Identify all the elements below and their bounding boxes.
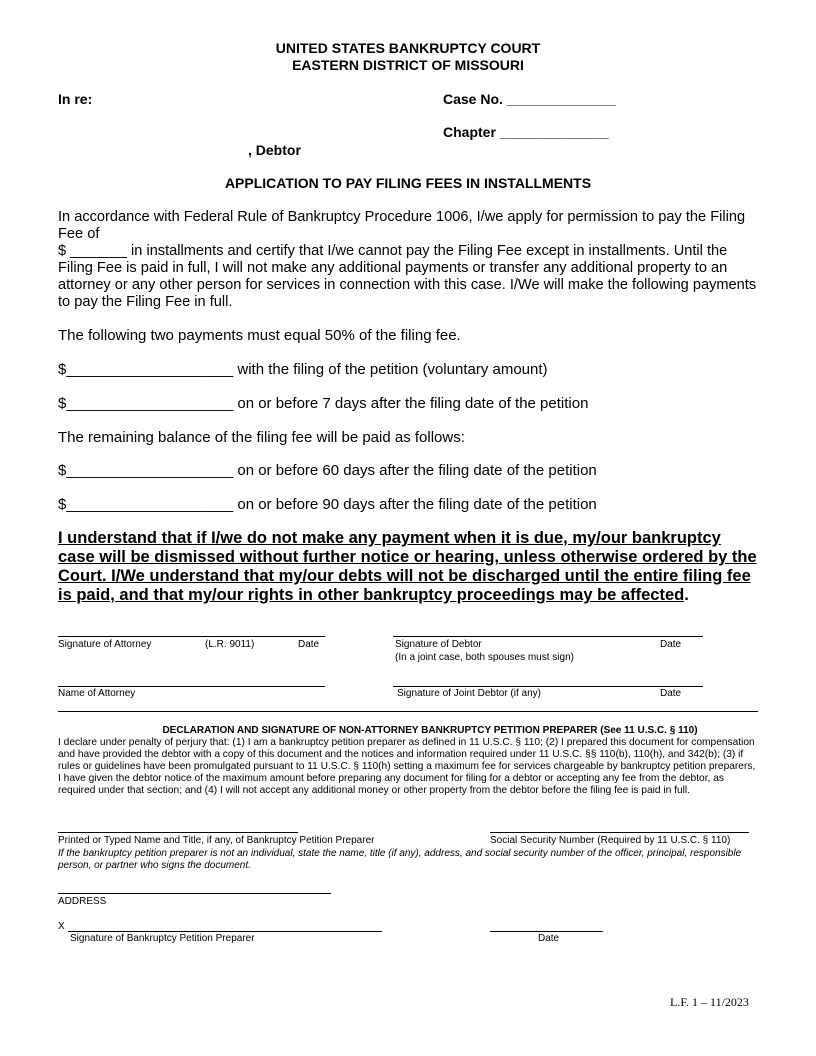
payment-1-field[interactable]: $____________________ with the filing of the petition (voluntary amount) [58, 361, 548, 378]
preparer-signature-line[interactable] [68, 931, 382, 932]
intro-paragraph: $ _______ in installments and certify that I/we cannot pay the Filing Fee except in installments. Until the Filing Fee is paid in full, I will not make any additional payments or transfer any additional property to an attorney or any other person for services in connection with this case. I/We will make the following payments to pay the Filing Fee in full. [58, 243, 757, 310]
date-label-1: Date [298, 639, 320, 650]
preparer-signature-label: Signature of Bankruptcy Petition Preparer [70, 933, 255, 944]
joint-case-note: (In a joint case, both spouses must sign) [395, 652, 574, 663]
preparer-note: If the bankruptcy petition preparer is not an individual, state the name, title (if any), address, and social security number of the officer, principal, responsible person, or partner who signs the document. [58, 848, 742, 871]
case-no-field[interactable]: Case No. ______________ [443, 91, 616, 107]
lr-label: (L.R. 9011) [205, 639, 255, 650]
in-re-label: In re: [58, 91, 93, 107]
intro-line-1: In accordance with Federal Rule of Bankruptcy Procedure 1006, I/we apply for permission to pay the Filing Fee of [58, 209, 746, 242]
declaration-title: DECLARATION AND SIGNATURE OF NON-ATTORNEY BANKRUPTCY PETITION PREPARER (See 11 U.S.C. § 110) [162, 725, 698, 736]
printed-name-label: Printed or Typed Name and Title, if any, of Bankruptcy Petition Preparer [58, 835, 375, 846]
date-label-2: Date [660, 639, 682, 650]
payment-3-field[interactable]: $____________________ on or before 60 days after the filing date of the petition [58, 462, 597, 479]
name-attorney-label: Name of Attorney [58, 688, 136, 699]
x-mark: X [58, 921, 65, 932]
preparer-name-line[interactable] [58, 832, 298, 833]
payment-4-field[interactable]: $____________________ on or before 90 days after the filing date of the petition [58, 496, 597, 513]
signature-debtor-label: Signature of Debtor [395, 639, 482, 650]
date-label-3: Date [660, 688, 682, 699]
joint-debtor-signature-line[interactable] [393, 686, 703, 687]
attorney-name-line[interactable] [58, 686, 325, 687]
declaration-body: I declare under penalty of perjury that: (1) I am a bankruptcy petition preparer as defined in 11 U.S.C. § 110; (2) I prepared this document for compensation and have provided the debtor with a copy of this document and the notices and information required under 11 U.S.C. §§ 110(b), 110(h), and 342(b); (3) if rules or guidelines have been promulgated pursuant to 11 U.S.C. § 110(h) setting a maximum fee for services chargeable by bankruptcy petition preparers, I have given the debtor notice of the maximum amount before preparing any document for filing for a debtor or accepting any fee from the debtor, as required under that section; and (4) I will not accept any additional money or other property from the debtor before the filing fee is paid in full. [58, 737, 756, 796]
warning-period: . [684, 586, 689, 604]
court-name: UNITED STATES BANKRUPTCY COURT [275, 40, 541, 56]
address-label: ADDRESS [58, 896, 107, 907]
preparer-date-line[interactable] [490, 931, 603, 932]
page-title: APPLICATION TO PAY FILING FEES IN INSTALLMENTS [224, 175, 592, 191]
ssn-label: Social Security Number (Required by 11 U.S.C. § 110) [490, 835, 731, 846]
attorney-signature-line[interactable] [58, 636, 325, 637]
ssn-line[interactable] [490, 832, 749, 833]
remaining-balance-text: The remaining balance of the filing fee will be paid as follows: [58, 429, 465, 446]
preparer-date-label: Date [538, 933, 560, 944]
signature-attorney-label: Signature of Attorney [58, 639, 152, 650]
section-divider [58, 711, 758, 712]
payments-50-text: The following two payments must equal 50% of the filing fee. [58, 327, 461, 344]
warning-text: I understand that if I/we do not make any payment when it is due, my/our bankruptcy case will be dismissed without further notice or hearing, unless otherwise ordered by the Court. I/We understand that my/our debts will not be discharged until the entire filing fee is paid, and that my/our rights in other bankruptcy proceedings may be affected [58, 529, 757, 604]
chapter-field[interactable]: Chapter ______________ [443, 124, 609, 140]
form-number: L.F. 1 – 11/2023 [670, 995, 749, 1009]
debtor-signature-line[interactable] [393, 636, 703, 637]
address-line[interactable] [58, 893, 331, 894]
debtor-label: , Debtor [248, 142, 301, 158]
signature-joint-label: Signature of Joint Debtor (if any) [397, 688, 541, 699]
dismissal-warning [58, 529, 758, 605]
district-name: EASTERN DISTRICT OF MISSOURI [292, 57, 524, 73]
payment-2-field[interactable]: $____________________ on or before 7 days after the filing date of the petition [58, 395, 589, 412]
